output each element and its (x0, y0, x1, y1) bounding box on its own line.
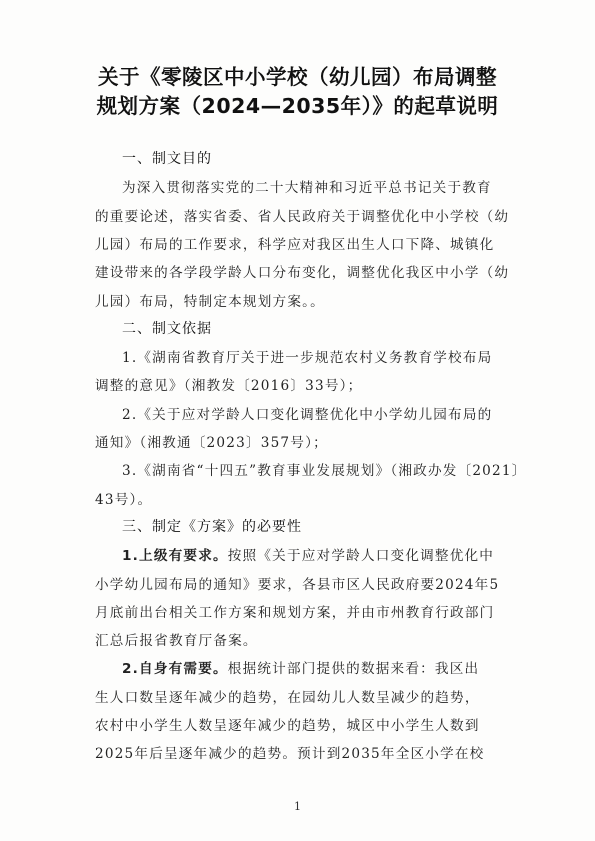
paragraph-line (95, 629, 258, 649)
line-text: 一、制文目的 (122, 151, 212, 167)
paragraph-line (95, 261, 509, 281)
paragraph-line (95, 205, 509, 225)
paragraph-line (95, 573, 499, 593)
line-text: 儿园）布局，特制定本规划方案。。 (95, 293, 325, 310)
line-text: 汇总后报省教育厅备案。 (95, 633, 258, 650)
line-text: 儿园）布局的工作要求，科学应对我区出生人口下降、城镇化 (95, 236, 495, 253)
line-text: 2025年后呈逐年减少的趋势。预计到2035年全区小学在校 (95, 746, 485, 763)
paragraph-line (95, 714, 480, 734)
page-number: 1 (294, 800, 301, 813)
paragraph-line (95, 742, 484, 762)
section-heading (122, 148, 212, 168)
paragraph-line (95, 686, 480, 706)
paragraph-line (122, 176, 492, 196)
line-text: 生人口数呈逐年减少的趋势，在园幼儿人数呈减少的趋势， (95, 689, 480, 706)
paragraph-lead: 2.自身有需要。 (122, 661, 228, 678)
line-text: 三、制定《方案》的必要性 (122, 518, 302, 535)
line-text: 3.《湖南省“十四五”教育事业发展规划》（湘政办发〔2021〕 (122, 463, 527, 480)
paragraph-line (95, 374, 362, 394)
paragraph-line (122, 346, 492, 366)
line-text: 二、制文依据 (122, 320, 212, 337)
line-text: 43号）。 (95, 491, 153, 508)
section-heading (122, 516, 302, 536)
line-text: 调整的意见》（湘教发〔2016〕33号）； (95, 378, 363, 395)
paragraph-line (122, 544, 494, 564)
line-text: 小学幼儿园布局的通知》要求，各县市区人民政府要2024年5 (95, 576, 500, 593)
section-heading (122, 318, 212, 338)
paragraph-line (122, 459, 527, 479)
line-text: 的重要论述，落实省委、省人民政府关于调整优化中小学校（幼 (95, 208, 510, 225)
paragraph-line (95, 601, 494, 621)
paragraph-line (95, 488, 152, 508)
line-text: 农村中小学生人数呈逐年减少的趋势，城区中小学生人数到 (95, 718, 480, 734)
line-text: 2.《关于应对学龄人口变化调整优化中小学幼儿园布局的 (122, 406, 493, 423)
line-text: 为深入贯彻落实党的二十大精神和习近平总书记关于教育 (122, 180, 492, 197)
paragraph-line (122, 403, 492, 423)
paragraph-line (95, 233, 494, 253)
paragraph-line (95, 290, 325, 310)
line-text: 1.《湖南省教育厅关于进一步规范农村义务教育学校布局 (122, 350, 493, 367)
paragraph-lead: 1.上级有要求。 (122, 548, 228, 565)
line-text: 按照《关于应对学龄人口变化调整优化中 (227, 548, 495, 565)
document-title-line-2: 规划方案（2024—2035年）》的起草说明 (96, 94, 499, 118)
document-title-line-1: 关于《零陵区中小学校（幼儿园）布局调整 (98, 65, 497, 89)
line-text: 月底前出台相关工作方案和规划方案，并由市州教育行政部门 (95, 604, 495, 621)
paragraph-line (122, 657, 479, 677)
line-text: 通知》（湘教通〔2023〕357号）； (95, 435, 328, 451)
line-text: 建设带来的各学段学龄人口分布变化，调整优化我区中小学（幼 (95, 265, 510, 282)
line-text: 根据统计部门提供的数据来看：我区出 (227, 661, 480, 678)
paragraph-line (95, 431, 328, 451)
